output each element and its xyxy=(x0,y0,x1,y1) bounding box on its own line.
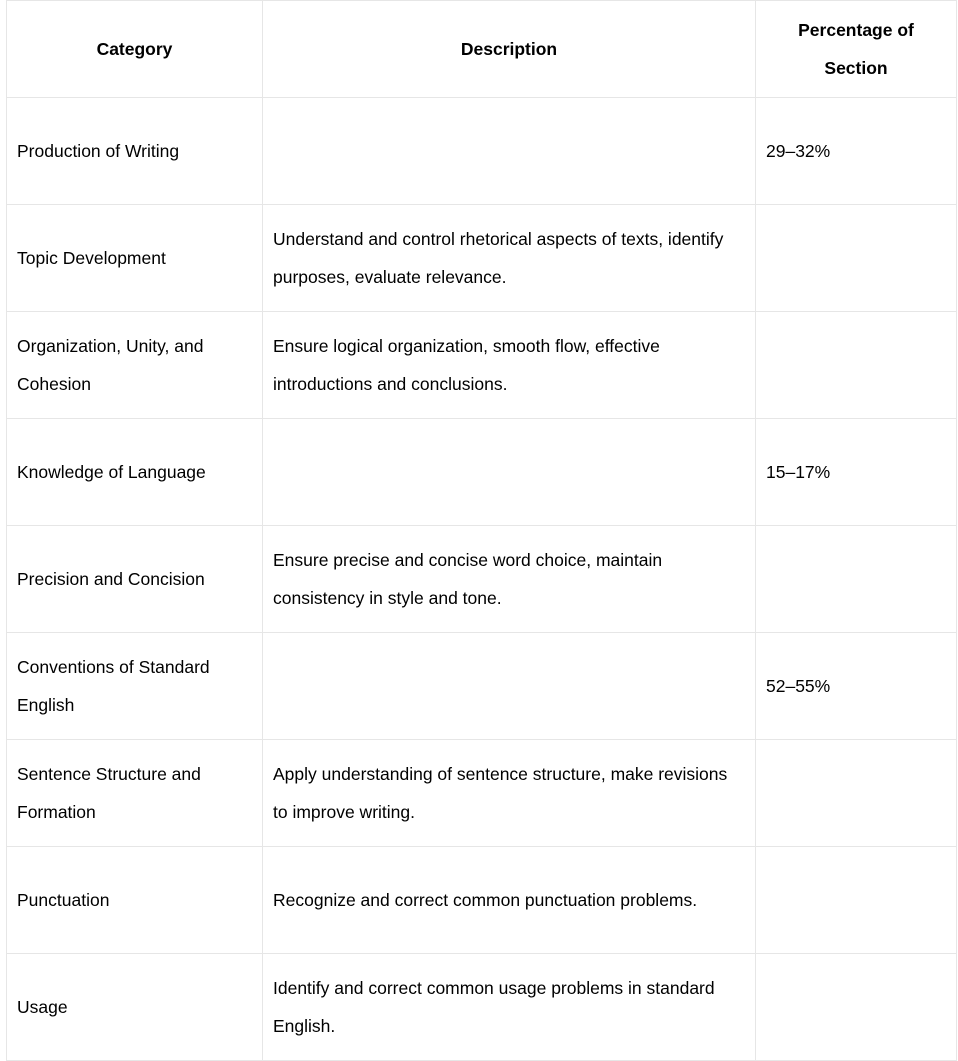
description-cell xyxy=(263,98,756,205)
category-cell: Precision and Concision xyxy=(7,526,263,633)
category-cell: Topic Development xyxy=(7,205,263,312)
description-cell: Recognize and correct common punctuation problems. xyxy=(263,847,756,954)
content-table-container xyxy=(6,0,956,1061)
description-cell: Understand and control rhetorical aspects of texts, identify purposes, evaluate relevance. xyxy=(263,205,756,312)
description-cell: Apply understanding of sentence structure, make revisions to improve writing. xyxy=(263,740,756,847)
table-row xyxy=(7,740,957,847)
percentage-cell: 15–17% xyxy=(756,419,957,526)
percentage-cell xyxy=(756,954,957,1061)
category-cell: Punctuation xyxy=(7,847,263,954)
table-header-row xyxy=(7,1,957,98)
header-percentage: Percentage of Section xyxy=(756,1,957,98)
percentage-cell: 52–55% xyxy=(756,633,957,740)
description-cell: Ensure precise and concise word choice, maintain consistency in style and tone. xyxy=(263,526,756,633)
category-cell: Knowledge of Language xyxy=(7,419,263,526)
table-row xyxy=(7,526,957,633)
description-cell: Identify and correct common usage problems in standard English. xyxy=(263,954,756,1061)
percentage-cell xyxy=(756,312,957,419)
description-cell xyxy=(263,419,756,526)
table-row xyxy=(7,633,957,740)
category-cell: Sentence Structure and Formation xyxy=(7,740,263,847)
table-row xyxy=(7,419,957,526)
table-row xyxy=(7,98,957,205)
category-cell: Conventions of Standard English xyxy=(7,633,263,740)
percentage-cell: 29–32% xyxy=(756,98,957,205)
description-cell xyxy=(263,633,756,740)
table-row xyxy=(7,312,957,419)
header-category: Category xyxy=(7,1,263,98)
content-table xyxy=(6,0,957,1061)
percentage-cell xyxy=(756,847,957,954)
category-cell: Production of Writing xyxy=(7,98,263,205)
table-row xyxy=(7,847,957,954)
table-row xyxy=(7,954,957,1061)
header-description: Description xyxy=(263,1,756,98)
percentage-cell xyxy=(756,526,957,633)
table-row xyxy=(7,205,957,312)
percentage-cell xyxy=(756,205,957,312)
percentage-cell xyxy=(756,740,957,847)
category-cell: Organization, Unity, and Cohesion xyxy=(7,312,263,419)
category-cell: Usage xyxy=(7,954,263,1061)
description-cell: Ensure logical organization, smooth flow, effective introductions and conclusions. xyxy=(263,312,756,419)
